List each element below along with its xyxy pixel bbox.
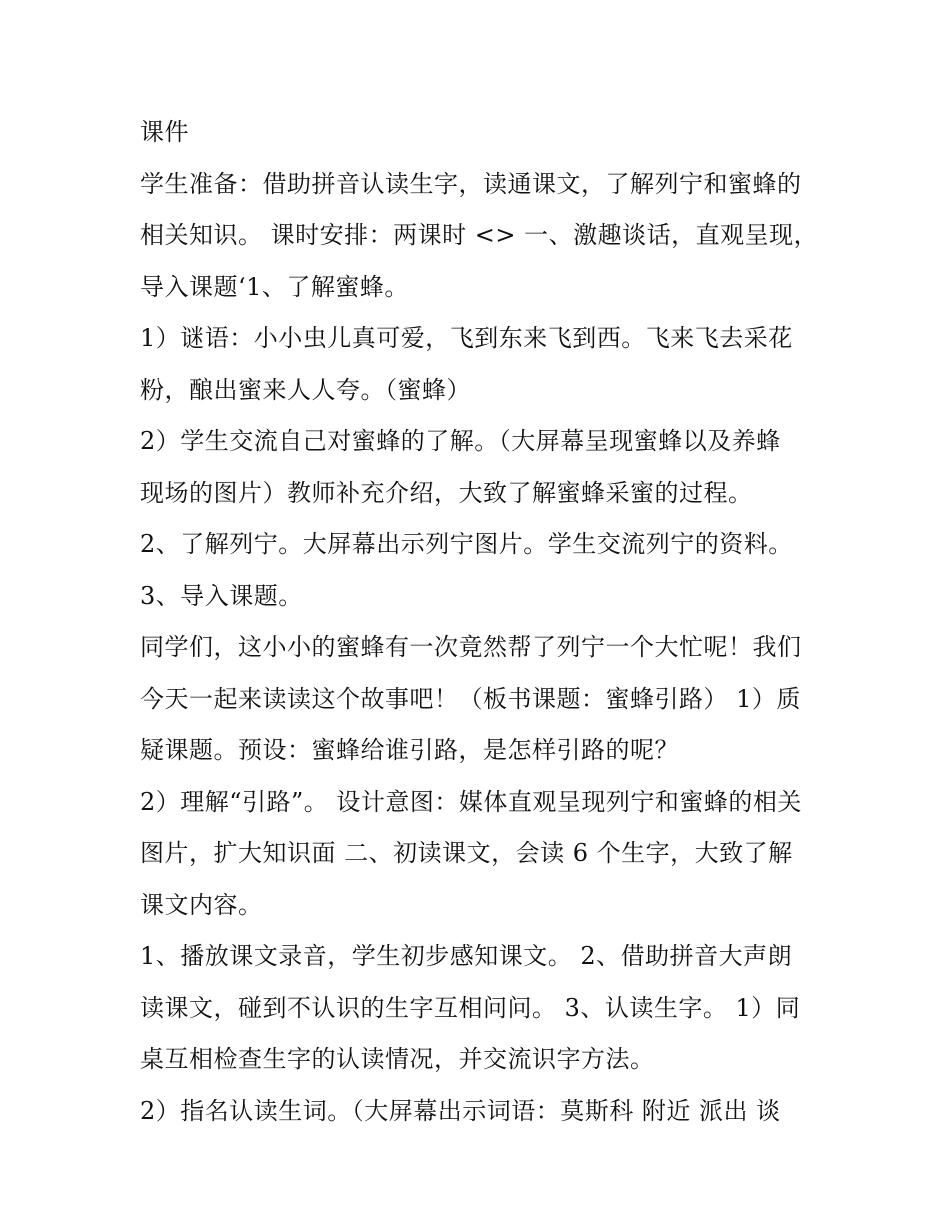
text-line: 课文内容。 [140, 890, 263, 919]
text-line: 粉，酿出蜜来人人夸。（蜜蜂） [140, 375, 471, 404]
text-line: 同学们，这小小的蜜蜂有一次竟然帮了列宁一个大忙呢！我们 [140, 633, 802, 661]
document-body [140, 107, 820, 1137]
text-line: 学生准备：借助拼音认读生字，读通课文，了解列宁和蜜蜂的 [140, 169, 802, 198]
text-line: 桌互相检查生字的认读情况，并交流识字方法。 [140, 1045, 655, 1073]
text-line: 2）学生交流自己对蜜蜂的了解。（大屏幕呈现蜜蜂以及养蜂 [140, 427, 781, 455]
text-line: 1）谜语：小小虫儿真可爱，飞到东来飞到西。飞来飞去采花 [140, 324, 793, 352]
text-line: 现场的图片）教师补充介绍，大致了解蜜蜂采蜜的过程。 [140, 478, 753, 507]
text-line: 读课文，碰到不认识的生字互相问问。 3、认读生字。 1）同 [140, 993, 801, 1022]
text-line: 2、了解列宁。大屏幕出示列宁图片。学生交流列宁的资料。 [140, 530, 793, 558]
text-line: 图片，扩大知识面 二、初读课文，会读 6 个生字，大致了解 [140, 839, 793, 867]
text-line: 课件 [140, 118, 189, 146]
text-line: 导入课题‘1、了解蜜蜂。 [140, 272, 409, 301]
text-line: 1、播放课文录音，学生初步感知课文。 2、借助拼音大声朗 [140, 942, 793, 970]
text-line: 2）理解“引路”。 设计意图：媒体直观呈现列宁和蜜蜂的相关 [140, 787, 802, 816]
text-line: 今天一起来读读这个故事吧！（板书课题：蜜蜂引路） 1）质 [140, 684, 801, 713]
text-line: 相关知识。 课时安排：两课时 <> 一、激趣谈话，直观呈现， [140, 221, 819, 249]
text-line: 疑课题。预设：蜜蜂给谁引路，是怎样引路的呢？ [140, 736, 679, 764]
text-line: 2）指名认读生词。（大屏幕出示词语：莫斯科 附近 派出 谈 [140, 1096, 781, 1125]
text-line: 3、导入课题。 [140, 581, 303, 610]
